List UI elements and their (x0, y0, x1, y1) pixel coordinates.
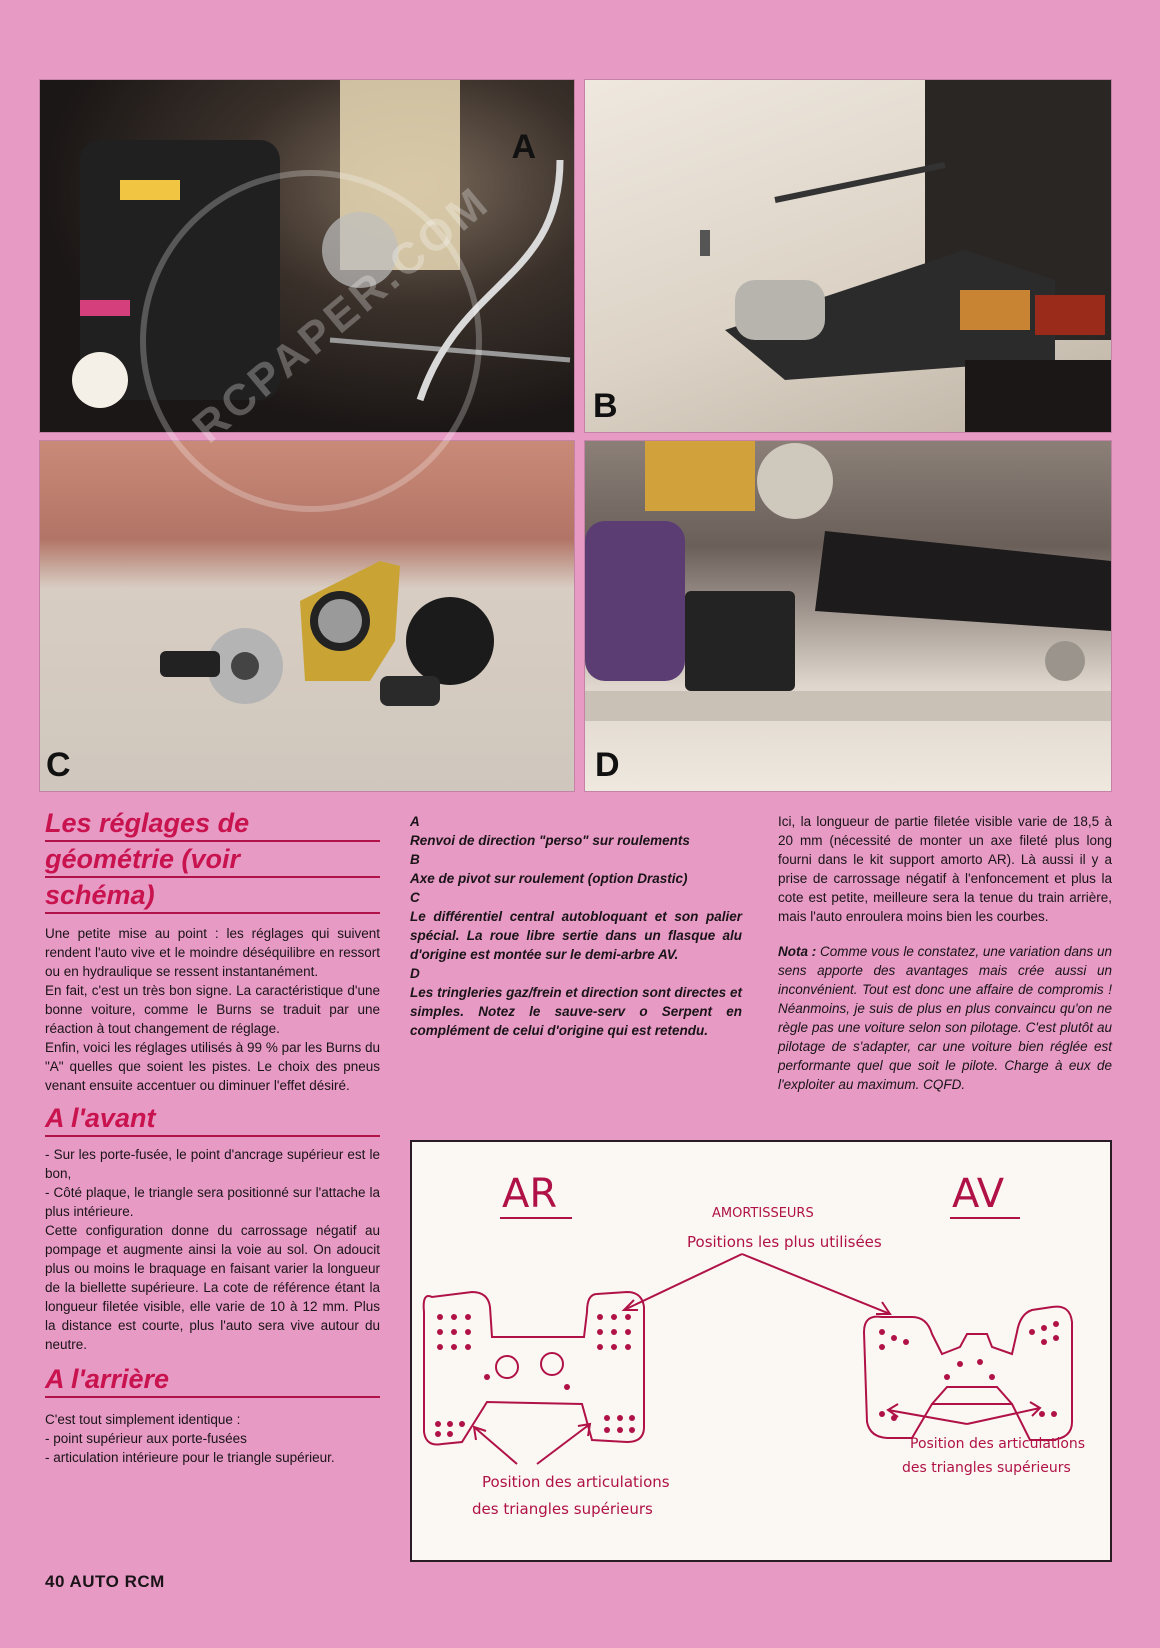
caption-text-b: Axe de pivot sur roulement (option Drastic) (410, 871, 688, 886)
heading-avant: A l'avant (45, 1103, 156, 1133)
nota-paragraph (778, 942, 1112, 1094)
photo-d (585, 441, 1111, 791)
label-ar: AR (502, 1171, 558, 1217)
caption-letter-c: C (410, 890, 420, 905)
label-positions-utilisees: Positions les plus utilisées (687, 1233, 882, 1251)
label-amortisseurs: AMORTISSEURS (712, 1206, 814, 1221)
arriere-item-2: - articulation intérieure pour le triangle supérieur. (45, 1450, 335, 1465)
nota-label: Nota : (778, 944, 817, 959)
front-plate-holes (879, 1321, 1059, 1421)
rear-plate-holes (435, 1314, 635, 1437)
label-articulations-right-1: Position des articulations (910, 1436, 1086, 1452)
photo-label-c: C (46, 746, 71, 784)
rear-shock-plate (424, 1292, 644, 1445)
heading-arriere: A l'arrière (45, 1364, 169, 1394)
label-articulations-left-2: des triangles supérieurs (472, 1500, 653, 1518)
heading-geometrie-line-2: géométrie (voir (45, 844, 241, 874)
caption-text-a: Renvoi de direction "perso" sur roulements (410, 833, 690, 848)
caption-letter-a: A (410, 814, 420, 829)
label-av: AV (952, 1171, 1005, 1217)
schema-arrows (474, 1254, 1040, 1464)
photo-b (585, 80, 1111, 432)
heading-geometrie-line-1: Les réglages de (45, 808, 250, 838)
page-footer: 40 AUTO RCM (45, 1572, 165, 1591)
avant-paragraph: Cette configuration donne du carrossage négatif au pompage et augmente ainsi la voie au sol. On adoucit plus ou moins le braquage en faisant varier la longueur de la biellette supérieure. La cote de référence étant la longueur filetée visible, elle varie de 10 à 12 mm. Plus la distance est courte, plus l'auto sera vive autour du neutre. (45, 1223, 380, 1352)
avant-item-1: - Sur les porte-fusée, le point d'ancrage supérieur est le bon, (45, 1147, 380, 1181)
photo-label-d: D (595, 746, 620, 784)
caption-text-d: Les tringleries gaz/frein et direction sont directes et simples. Notez le sauve-serv o Serpent en complément de celui d'origine qui est retendu. (410, 985, 742, 1038)
right-paragraph: Ici, la longueur de partie filetée visible varie de 18,5 à 20 mm (nécessité de monter un axe fileté plus long fourni dans le kit support amorto AR). Là aussi il y a prise de carrossage négatif à l'enfoncement et plus la cote est petite, meilleure sera la tenue du train arrière, mais l'auto enroulera moins bien les courbes. (778, 814, 1112, 924)
caption-text-c: Le différentiel central autobloquant et son palier spécial. La roue libre sertie dans un flasque alu d'origine est montée sur le demi-arbre AV. (410, 909, 742, 962)
photo-label-a: A (511, 128, 536, 166)
arriere-intro: C'est tout simplement identique : (45, 1412, 241, 1427)
label-articulations-right-2: des triangles supérieurs (902, 1460, 1071, 1476)
heading-geometrie-line-3: schéma) (45, 880, 155, 910)
watermark-text: RCPAPER.COM (183, 176, 500, 453)
nota-text: Comme vous le constatez, une variation dans un sens apporte des avantages mais crée aussi un inconvénient. Tout est donc une affaire de compromis ! Néanmoins, je suis de plus en plus convaincu qu'on ne règle pas une voiture selon son pilotage. C'est plutôt au pilotage de s'adapter, car une voiture bien réglée est performante quel que soit le pilote. Charge à eux de l'exploiter au maximum. CQFD. (778, 944, 1112, 1092)
caption-letter-b: B (410, 852, 420, 867)
photo-d-illustration (585, 441, 1111, 791)
avant-item-2: - Côté plaque, le triangle sera positionné sur l'attache la plus intérieure. (45, 1185, 380, 1219)
photo-label-b: B (593, 387, 618, 425)
left-column (45, 806, 380, 1467)
photo-b-illustration (585, 80, 1111, 432)
intro-paragraph-3: Enfin, voici les réglages utilisés à 99 % par les Burns du "A" quelles que soient les pistes. Le choix des pneus venant ensuite accentuer ou diminuer l'effet désiré. (45, 1040, 380, 1093)
schema-drawing (412, 1142, 1110, 1560)
right-column (778, 812, 1112, 1094)
caption-letter-d: D (410, 966, 420, 981)
arriere-item-1: - point supérieur aux porte-fusées (45, 1431, 247, 1446)
intro-paragraph-1: Une petite mise au point : les réglages qui suivent rendent l'auto vive et le moindre déséquilibre en ressort ou en hydraulique se ressent instantanément. (45, 926, 380, 979)
captions-column (410, 812, 742, 1040)
intro-paragraph-2: En fait, c'est un très bon signe. La caractéristique d'une bonne voiture, comme le Burns se traduit par une réaction à tout changement de réglage. (45, 983, 380, 1036)
schema-diagram (410, 1140, 1112, 1562)
label-articulations-left-1: Position des articulations (482, 1473, 670, 1491)
